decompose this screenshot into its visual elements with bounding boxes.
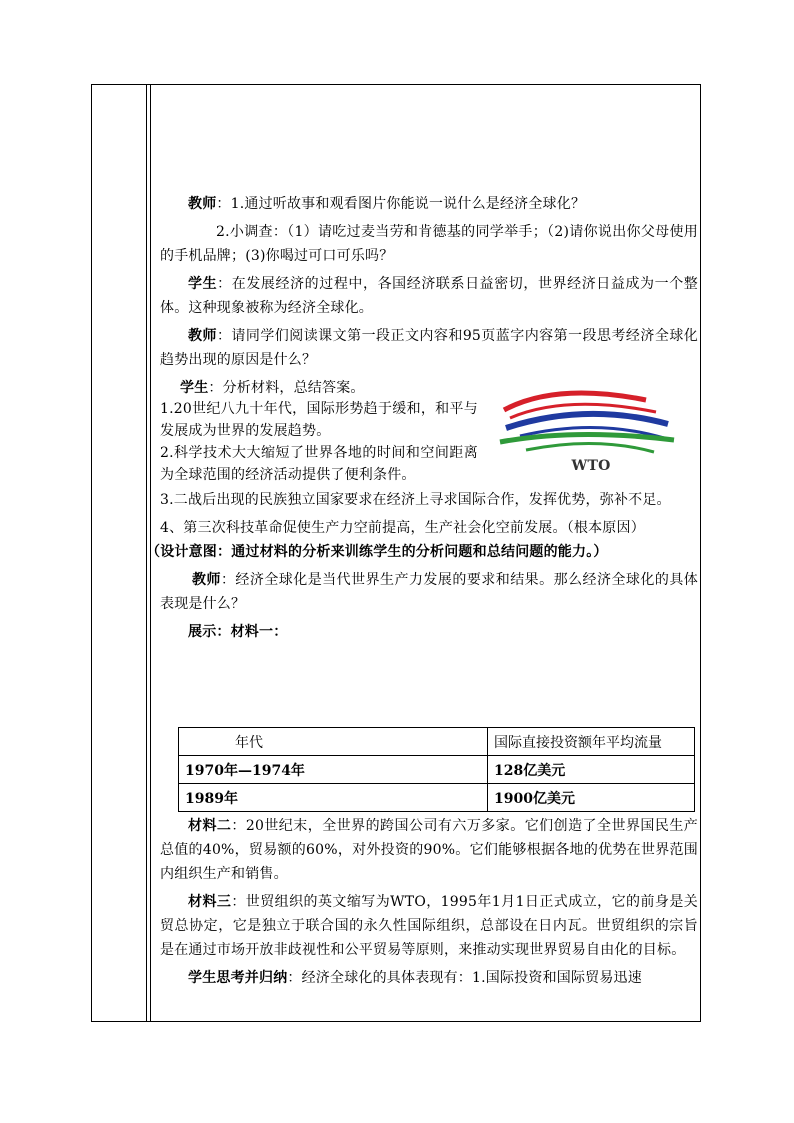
paragraph-text: ：世贸组织的英文缩写为WTO，1995年1月1日正式成立，它的前身是关贸总协定，它是独立于联合国的永久性国际组织，总部设在日内瓦。世贸组织的宗旨是在通过市场开放非歧视性和公平贸易等原则，来推动实现世界贸易自由化的目标。: [160, 894, 698, 958]
paragraph-teacher-2: [160, 324, 698, 372]
reason-4: 4、第三次科技革命促使生产力空前提高，生产社会化空前发展。（根本原因）: [160, 520, 645, 536]
paragraph-text: ：分析材料，总结答案。: [208, 380, 365, 396]
table-row: [179, 784, 695, 812]
material-label: 材料三: [188, 894, 232, 910]
material-2: [160, 814, 698, 886]
speaker-label: 教师: [188, 196, 217, 212]
table-header: 年代: [179, 728, 488, 756]
speaker-label: 学生思考并归纳: [188, 970, 288, 986]
paragraph-teacher-3: [160, 568, 698, 616]
material-1-heading: 展示：材料一：: [188, 624, 288, 640]
speaker-label: 教师: [188, 328, 217, 344]
paragraph-text: ：经济全球化的具体表现有：1.国际投资和国际贸易迅速: [287, 970, 642, 986]
speaker-label: 学生: [188, 276, 218, 292]
material-label: 材料二: [188, 818, 232, 834]
paragraph-survey: 2.小调查：（1）请吃过麦当劳和肯德基的同学举手；（2)请你说出你父母使用的手机品牌；(3)你喝过可口可乐吗？: [160, 224, 698, 264]
analysis-with-logo: [160, 376, 698, 486]
reason-1: 1.20世纪八九十年代，国际形势趋于缓和，和平与发展成为世界的发展趋势。: [160, 401, 478, 439]
logo-blue-stripe: [506, 414, 668, 428]
lesson-content-continued: [160, 814, 698, 994]
table-cell: 128亿美元: [488, 756, 695, 784]
paragraph-text: ：1.通过听故事和观看图片你能说一说什么是经济全球化？: [216, 196, 586, 212]
paragraph-teacher-1: [160, 192, 698, 216]
logo-text: WTO: [571, 458, 611, 474]
lesson-content: [146, 192, 698, 648]
speaker-label: 教师: [192, 572, 221, 588]
paragraph-text: ：请同学们阅读课文第一段正文内容和95页蓝字内容第一段思考经济全球化趋势出现的原因是什么？: [160, 328, 698, 368]
wto-logo: [496, 380, 678, 476]
logo-green-stripe: [500, 434, 674, 442]
investment-table: [178, 727, 695, 812]
design-intent: （设计意图：通过材料的分析来训练学生的分析问题和总结问题的能力。）: [146, 544, 608, 560]
table-cell: 1970年—1974年: [179, 756, 488, 784]
paragraph-text: ：在发展经济的过程中，各国经济联系日益密切，世界经济日益成为一个整体。这种现象被称为经济全球化。: [160, 276, 698, 316]
table-header: 国际直接投资额年平均流量: [488, 728, 695, 756]
table-header-row: [179, 728, 695, 756]
table-row: [179, 756, 695, 784]
speaker-label: 学生: [180, 380, 209, 396]
reason-3: 3.二战后出现的民族独立国家要求在经济上寻求国际合作，发挥优势，弥补不足。: [160, 492, 671, 508]
paragraph-student-1: [160, 272, 698, 320]
material-3: [160, 890, 698, 962]
table-cell: 1989年: [179, 784, 488, 812]
student-summary: [160, 966, 698, 990]
reason-2: 2.科学技术大大缩短了世界各地的时间和空间距离为全球范围的经济活动提供了便利条件。: [160, 445, 478, 483]
paragraph-text: ：经济全球化是当代世界生产力发展的要求和结果。那么经济全球化的具体表现是什么？: [160, 572, 698, 612]
paragraph-text: ：20世纪末，全世界的跨国公司有六万多家。它们创造了全世界国民生产总值的40%，贸易额的60%，对外投资的90%。它们能够根据各地的优势在世界范围内组织生产和销售。: [160, 818, 698, 882]
logo-green-stripe-2: [526, 443, 654, 452]
table-cell: 1900亿美元: [488, 784, 695, 812]
